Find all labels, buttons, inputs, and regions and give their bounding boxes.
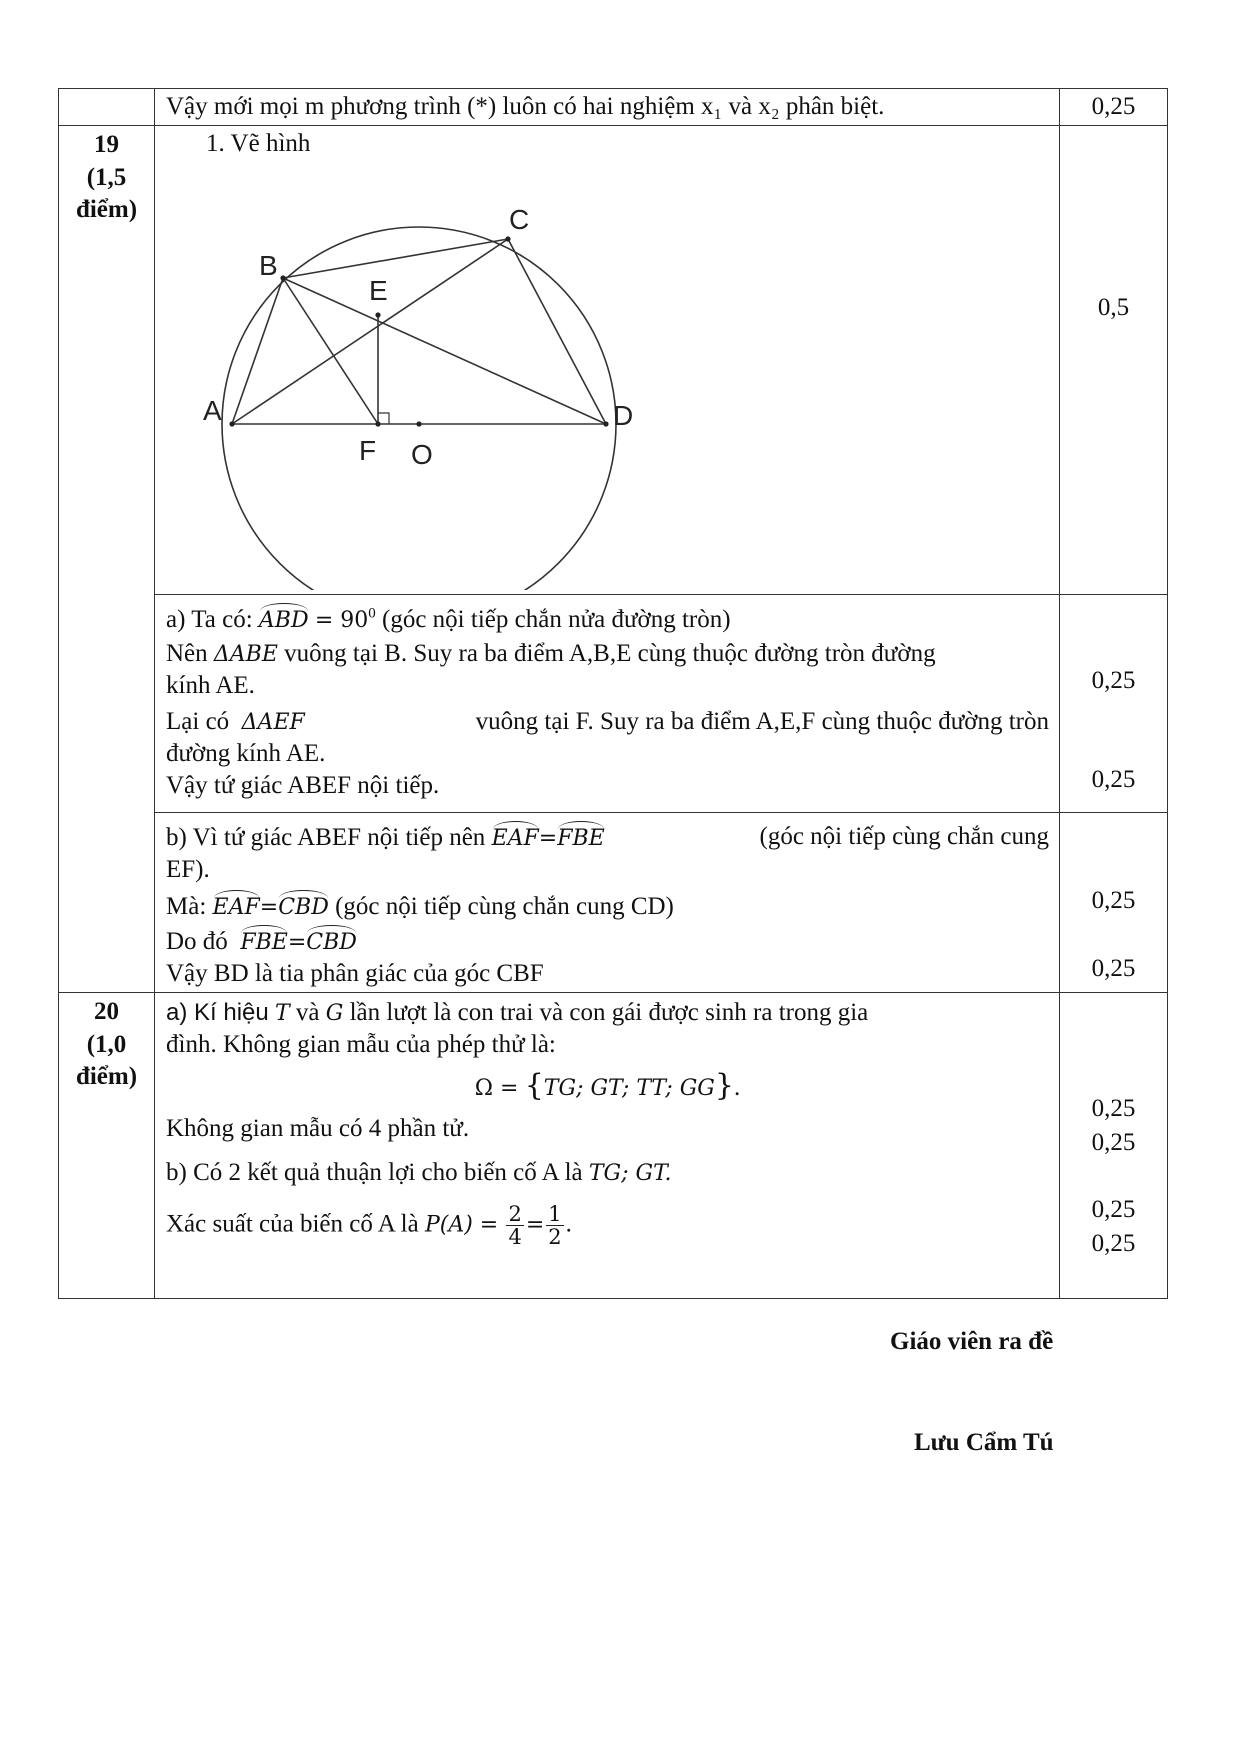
angle-arc: EAF bbox=[213, 890, 260, 922]
text-fragment: Do đó bbox=[166, 928, 228, 955]
fraction-numerator: 2 bbox=[508, 1202, 522, 1227]
sample-set: TG; GT; TT; GG bbox=[543, 1076, 715, 1101]
answer-text-cell bbox=[155, 126, 1060, 595]
score-value: 0,25 bbox=[1091, 93, 1136, 120]
answer-line bbox=[166, 925, 1049, 958]
equation: Ω = bbox=[474, 1076, 519, 1101]
answer-text-cell bbox=[155, 993, 1060, 1299]
angle-arc: CBD bbox=[278, 890, 329, 922]
favorable-outcomes: TG; GT. bbox=[588, 1161, 672, 1187]
fraction-numerator: 1 bbox=[548, 1202, 562, 1227]
point-b bbox=[280, 275, 285, 280]
table-row bbox=[59, 813, 1168, 993]
equation: = bbox=[538, 826, 558, 851]
segment-bc bbox=[283, 239, 508, 278]
table-row bbox=[59, 126, 1168, 595]
score-cell bbox=[1060, 126, 1168, 595]
equation: = bbox=[525, 1212, 545, 1238]
label-b: B bbox=[259, 250, 278, 281]
answer-line: kính AE. bbox=[166, 672, 255, 699]
answer-line bbox=[166, 997, 1049, 1029]
question-points: (1,0 bbox=[86, 1030, 127, 1058]
text-fragment: a) Ta có: bbox=[166, 606, 253, 633]
geometry-figure bbox=[173, 170, 643, 590]
grading-table bbox=[58, 88, 1168, 1299]
label-f: F bbox=[359, 435, 377, 466]
score-value: 0,5 bbox=[1097, 294, 1130, 321]
answer-line: Không gian mẫu có 4 phần tử. bbox=[166, 1115, 470, 1143]
answer-line bbox=[166, 638, 1049, 670]
text-fragment: và bbox=[295, 999, 320, 1026]
table-row bbox=[59, 993, 1168, 1299]
triangle-symbol: ΔAEF bbox=[241, 710, 305, 735]
score-value: 0,25 bbox=[1091, 1230, 1136, 1257]
question-number: 20 bbox=[94, 998, 119, 1025]
answer-line bbox=[166, 603, 1049, 636]
text-fragment: b) Có 2 kết quả thuận lợi cho biến cố A là bbox=[166, 1159, 583, 1187]
score-cell bbox=[1060, 813, 1168, 993]
angle-arc: CBD bbox=[306, 925, 357, 957]
text-fragment: Nên bbox=[166, 640, 208, 667]
probability-expression: P(A) = bbox=[424, 1212, 499, 1238]
question-points: (1,5 bbox=[86, 163, 127, 191]
teacher-role: Giáo viên ra đề bbox=[890, 1328, 1054, 1355]
teacher-name: Lưu Cẩm Tú bbox=[914, 1429, 1054, 1456]
score-value: 0,25 bbox=[1091, 1129, 1136, 1156]
score-value: 0,25 bbox=[1091, 955, 1136, 982]
text-fragment: (góc nội tiếp cùng chắn cung CD) bbox=[335, 893, 674, 920]
question-number-cell bbox=[59, 89, 155, 126]
answer-line: EF). bbox=[166, 856, 210, 883]
brace-close: } bbox=[714, 1068, 734, 1103]
angle-arc: ABD bbox=[259, 603, 309, 635]
text-fragment: b) Vì tứ giác ABEF nội tiếp nên bbox=[166, 824, 486, 851]
score-value: 0,25 bbox=[1091, 1196, 1136, 1223]
answer-text-cell bbox=[155, 813, 1060, 993]
label-c: C bbox=[509, 204, 530, 235]
answer-line bbox=[166, 821, 1049, 854]
equation: = bbox=[287, 930, 307, 955]
text-fragment: Xác suất của biến cố A là bbox=[166, 1210, 419, 1238]
score-value: 0,25 bbox=[1091, 887, 1136, 914]
point-f bbox=[375, 421, 380, 426]
point-a bbox=[229, 421, 234, 426]
text-fragment: . bbox=[733, 1074, 741, 1101]
score-value: 0,25 bbox=[1091, 1095, 1136, 1122]
question-number: 19 bbox=[94, 131, 119, 158]
part-title: 1. Vẽ hình bbox=[206, 130, 311, 157]
question-number-cell bbox=[59, 126, 155, 993]
degree-sup: 0 bbox=[368, 605, 376, 622]
text-fragment: (góc nội tiếp chắn nửa đường tròn) bbox=[382, 606, 731, 633]
table-row bbox=[59, 89, 1168, 126]
text-fragment: Lại có bbox=[166, 708, 230, 735]
text-fragment: . bbox=[565, 1210, 572, 1238]
point-d bbox=[603, 421, 608, 426]
answer-text-cell bbox=[155, 89, 1060, 126]
question-points-unit: điểm) bbox=[75, 1063, 138, 1090]
math-symbol: G bbox=[325, 1001, 344, 1026]
point-o bbox=[416, 421, 421, 426]
fraction-denominator: 4 bbox=[508, 1225, 522, 1250]
equation: = bbox=[259, 895, 279, 920]
conclusion-text: Vậy mới mọi m phương trình (*) luôn có hai nghiệm x₁ và x₂ phân biệt. bbox=[166, 93, 885, 120]
math-symbol: T bbox=[274, 1001, 290, 1026]
angle-arc: EAF bbox=[492, 821, 539, 853]
answer-line: đường kính AE. bbox=[166, 740, 326, 767]
answer-line: đình. Không gian mẫu của phép thử là: bbox=[166, 1031, 556, 1058]
score-cell bbox=[1060, 993, 1168, 1299]
equation: = 90 bbox=[314, 608, 369, 633]
answer-line bbox=[166, 1203, 1049, 1248]
answer-line: Vậy BD là tia phân giác của góc CBF bbox=[166, 960, 544, 987]
score-cell bbox=[1060, 595, 1168, 813]
label-o: O bbox=[411, 439, 433, 470]
label-d: D bbox=[613, 400, 634, 431]
text-fragment: lần lượt là con trai và con gái được sinh ra trong gia bbox=[349, 999, 869, 1026]
label-e: E bbox=[369, 275, 388, 306]
fraction bbox=[506, 1203, 523, 1248]
answer-line bbox=[166, 1157, 1049, 1189]
segment-ab bbox=[232, 278, 283, 424]
angle-arc: FBE bbox=[240, 925, 288, 957]
text-fragment: vuông tại B. Suy ra ba điểm A,B,E cùng thuộc đường tròn đường bbox=[284, 640, 936, 667]
fraction bbox=[546, 1203, 563, 1248]
answer-line bbox=[166, 706, 1049, 738]
answer-text-cell bbox=[155, 595, 1060, 813]
segment-cd bbox=[508, 239, 606, 424]
point-c bbox=[505, 236, 510, 241]
score-cell bbox=[1060, 89, 1168, 126]
sample-space-formula bbox=[166, 1067, 1049, 1105]
score-value: 0,25 bbox=[1091, 766, 1136, 793]
brace-open: { bbox=[524, 1068, 544, 1103]
label-a: A bbox=[203, 395, 222, 426]
text-fragment: (góc nội tiếp cùng chắn cung bbox=[759, 823, 1049, 850]
triangle-symbol: ΔABE bbox=[213, 642, 278, 667]
question-number-cell bbox=[59, 993, 155, 1299]
table-row bbox=[59, 595, 1168, 813]
text-fragment: a) Kí hiệu bbox=[166, 999, 269, 1026]
score-value: 0,25 bbox=[1091, 667, 1136, 694]
angle-arc: FBE bbox=[557, 821, 605, 853]
question-points-unit: điểm) bbox=[75, 196, 138, 223]
answer-line bbox=[166, 890, 1049, 923]
fraction-denominator: 2 bbox=[548, 1225, 562, 1250]
point-e bbox=[375, 312, 380, 317]
answer-line: Vậy tứ giác ABEF nội tiếp. bbox=[166, 772, 440, 799]
text-fragment: vuông tại F. Suy ra ba điểm A,E,F cùng thuộc đường tròn bbox=[475, 708, 1049, 735]
text-fragment: Mà: bbox=[166, 893, 207, 920]
